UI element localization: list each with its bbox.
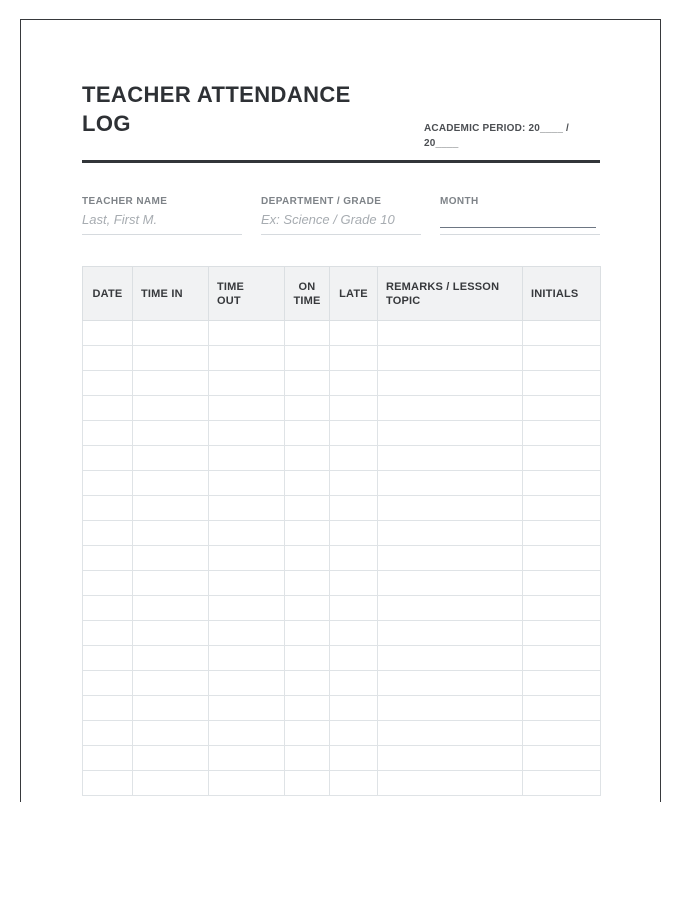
department-grade-input[interactable] <box>261 210 421 232</box>
col-header-date: DATE <box>83 267 133 321</box>
table-cell[interactable] <box>285 521 330 546</box>
table-cell[interactable] <box>209 546 285 571</box>
table-cell[interactable] <box>378 396 523 421</box>
table-cell[interactable] <box>378 721 523 746</box>
table-cell[interactable] <box>523 421 601 446</box>
table-cell[interactable] <box>133 671 209 696</box>
teacher-name-field <box>82 196 242 235</box>
table-cell[interactable] <box>209 321 285 346</box>
table-row <box>83 496 601 521</box>
month-label: MONTH <box>440 196 479 207</box>
table-row <box>83 421 601 446</box>
table-cell[interactable] <box>209 696 285 721</box>
table-row <box>83 321 601 346</box>
col-header-time-in: TIME IN <box>133 267 209 321</box>
table-cell[interactable] <box>330 321 378 346</box>
table-cell[interactable] <box>209 396 285 421</box>
table-cell[interactable] <box>523 496 601 521</box>
table-row <box>83 371 601 396</box>
table-row <box>83 596 601 621</box>
table-cell[interactable] <box>523 546 601 571</box>
table-cell[interactable] <box>523 571 601 596</box>
table-cell[interactable] <box>330 421 378 446</box>
table-cell[interactable] <box>209 496 285 521</box>
month-fill-line <box>440 227 596 228</box>
department-grade-label: DEPARTMENT / GRADE <box>261 196 382 207</box>
department-grade-placeholder: Ex: Science / Grade 10 <box>261 212 395 227</box>
table-cell[interactable] <box>523 471 601 496</box>
table-cell[interactable] <box>330 571 378 596</box>
table-cell[interactable] <box>378 596 523 621</box>
table-cell[interactable] <box>523 371 601 396</box>
table-cell[interactable] <box>209 671 285 696</box>
table-row <box>83 721 601 746</box>
table-cell[interactable] <box>330 746 378 771</box>
table-cell[interactable] <box>133 721 209 746</box>
table-cell[interactable] <box>133 646 209 671</box>
table-cell[interactable] <box>83 321 133 346</box>
month-underline <box>440 234 600 235</box>
table-cell[interactable] <box>523 621 601 646</box>
table-cell[interactable] <box>209 471 285 496</box>
table-cell[interactable] <box>330 771 378 796</box>
header-row <box>83 267 601 321</box>
table-cell[interactable] <box>523 396 601 421</box>
table-cell[interactable] <box>523 446 601 471</box>
department-grade-underline <box>261 234 421 235</box>
table-cell[interactable] <box>209 421 285 446</box>
table-cell[interactable] <box>523 771 601 796</box>
table-cell[interactable] <box>285 471 330 496</box>
table-cell[interactable] <box>285 696 330 721</box>
title-divider <box>82 160 600 163</box>
table-cell[interactable] <box>133 546 209 571</box>
table-cell[interactable] <box>83 696 133 721</box>
table-cell[interactable] <box>285 371 330 396</box>
table-row <box>83 446 601 471</box>
table-cell[interactable] <box>209 571 285 596</box>
table-cell[interactable] <box>133 771 209 796</box>
table-cell[interactable] <box>330 371 378 396</box>
table-cell[interactable] <box>83 671 133 696</box>
academic-period-blank: ACADEMIC PERIOD: 20____ / 20____ <box>424 123 570 149</box>
table-cell[interactable] <box>83 746 133 771</box>
table-cell[interactable] <box>133 396 209 421</box>
table-cell[interactable] <box>83 546 133 571</box>
table-row <box>83 746 601 771</box>
table-cell[interactable] <box>378 621 523 646</box>
table-cell[interactable] <box>83 571 133 596</box>
table-cell[interactable] <box>83 371 133 396</box>
department-grade-field <box>261 196 421 235</box>
col-header-remarks: REMARKS / LESSON TOPIC <box>378 267 523 321</box>
table-cell[interactable] <box>378 546 523 571</box>
table-row <box>83 571 601 596</box>
table-cell[interactable] <box>330 671 378 696</box>
table-cell[interactable] <box>83 596 133 621</box>
table-row <box>83 471 601 496</box>
table-body <box>83 321 601 796</box>
table-cell[interactable] <box>378 571 523 596</box>
table-row <box>83 346 601 371</box>
table-cell[interactable] <box>378 446 523 471</box>
table-cell[interactable] <box>133 571 209 596</box>
table-cell[interactable] <box>83 421 133 446</box>
table-cell[interactable] <box>523 596 601 621</box>
table-cell[interactable] <box>133 496 209 521</box>
table-cell[interactable] <box>378 371 523 396</box>
table-cell[interactable] <box>330 496 378 521</box>
table-cell[interactable] <box>330 596 378 621</box>
table-cell[interactable] <box>285 596 330 621</box>
col-header-late: LATE <box>330 267 378 321</box>
table-cell[interactable] <box>285 446 330 471</box>
table-cell[interactable] <box>285 346 330 371</box>
col-header-on-time: ON TIME <box>285 267 330 321</box>
table-cell[interactable] <box>378 771 523 796</box>
table-cell[interactable] <box>83 621 133 646</box>
table-cell[interactable] <box>285 721 330 746</box>
teacher-name-underline <box>82 234 242 235</box>
table-cell[interactable] <box>378 496 523 521</box>
table-cell[interactable] <box>330 646 378 671</box>
table-cell[interactable] <box>378 671 523 696</box>
table-cell[interactable] <box>523 721 601 746</box>
table-cell[interactable] <box>133 521 209 546</box>
table-cell[interactable] <box>209 521 285 546</box>
table-cell[interactable] <box>285 321 330 346</box>
table-row <box>83 646 601 671</box>
table-cell[interactable] <box>523 321 601 346</box>
table-cell[interactable] <box>285 396 330 421</box>
table-cell[interactable] <box>83 471 133 496</box>
form-fields <box>82 196 600 235</box>
table-row <box>83 546 601 571</box>
page-title: TEACHER ATTENDANCE LOG <box>82 82 351 136</box>
table-cell[interactable] <box>133 621 209 646</box>
table-cell[interactable] <box>83 646 133 671</box>
table-cell[interactable] <box>330 346 378 371</box>
table-cell[interactable] <box>83 346 133 371</box>
table-cell[interactable] <box>285 571 330 596</box>
table-cell[interactable] <box>285 546 330 571</box>
table-cell[interactable] <box>378 696 523 721</box>
table-cell[interactable] <box>133 321 209 346</box>
table-cell[interactable] <box>523 671 601 696</box>
table-cell[interactable] <box>133 421 209 446</box>
table-cell[interactable] <box>330 396 378 421</box>
table-cell[interactable] <box>133 596 209 621</box>
table-cell[interactable] <box>209 446 285 471</box>
table-cell[interactable] <box>523 696 601 721</box>
table-cell[interactable] <box>133 371 209 396</box>
attendance-table <box>82 266 601 796</box>
table-cell[interactable] <box>523 746 601 771</box>
table-cell[interactable] <box>378 346 523 371</box>
table-cell[interactable] <box>209 746 285 771</box>
teacher-name-label: TEACHER NAME <box>82 196 168 207</box>
col-header-time-out: TIME OUT <box>209 267 285 321</box>
table-cell[interactable] <box>378 746 523 771</box>
table-cell[interactable] <box>133 746 209 771</box>
col-header-initials: INITIALS <box>523 267 601 321</box>
teacher-name-placeholder: Last, First M. <box>82 212 158 227</box>
table-cell[interactable] <box>83 496 133 521</box>
table-cell[interactable] <box>378 471 523 496</box>
table-cell[interactable] <box>209 621 285 646</box>
table-cell[interactable] <box>83 446 133 471</box>
table-row <box>83 771 601 796</box>
table-cell[interactable] <box>209 771 285 796</box>
month-field <box>440 196 600 235</box>
table-cell[interactable] <box>209 646 285 671</box>
attendance-table-header <box>83 267 601 321</box>
table-cell[interactable] <box>285 496 330 521</box>
table-cell[interactable] <box>209 721 285 746</box>
table-cell[interactable] <box>330 696 378 721</box>
table-cell[interactable] <box>330 721 378 746</box>
table-cell[interactable] <box>330 471 378 496</box>
table-cell[interactable] <box>133 346 209 371</box>
table-cell[interactable] <box>378 646 523 671</box>
table-cell[interactable] <box>330 621 378 646</box>
table-row <box>83 671 601 696</box>
table-cell[interactable] <box>133 696 209 721</box>
table-cell[interactable] <box>83 396 133 421</box>
table-cell[interactable] <box>83 521 133 546</box>
table-cell[interactable] <box>330 546 378 571</box>
table-cell[interactable] <box>330 446 378 471</box>
table-cell[interactable] <box>523 521 601 546</box>
month-input[interactable] <box>440 210 600 232</box>
table-cell[interactable] <box>378 421 523 446</box>
table-cell[interactable] <box>378 321 523 346</box>
table-cell[interactable] <box>285 421 330 446</box>
table-cell[interactable] <box>285 746 330 771</box>
table-cell[interactable] <box>209 596 285 621</box>
table-cell[interactable] <box>285 646 330 671</box>
table-cell[interactable] <box>133 471 209 496</box>
table-cell[interactable] <box>523 646 601 671</box>
teacher-name-input[interactable] <box>82 210 242 232</box>
table-cell[interactable] <box>378 521 523 546</box>
table-cell[interactable] <box>285 671 330 696</box>
table-cell[interactable] <box>83 771 133 796</box>
table-cell[interactable] <box>330 521 378 546</box>
table-row <box>83 396 601 421</box>
table-row <box>83 521 601 546</box>
table-cell[interactable] <box>523 346 601 371</box>
table-row <box>83 696 601 721</box>
table-cell[interactable] <box>133 446 209 471</box>
table-cell[interactable] <box>209 346 285 371</box>
table-cell[interactable] <box>209 371 285 396</box>
table-cell[interactable] <box>83 721 133 746</box>
table-cell[interactable] <box>285 771 330 796</box>
table-cell[interactable] <box>285 621 330 646</box>
table-row <box>83 621 601 646</box>
